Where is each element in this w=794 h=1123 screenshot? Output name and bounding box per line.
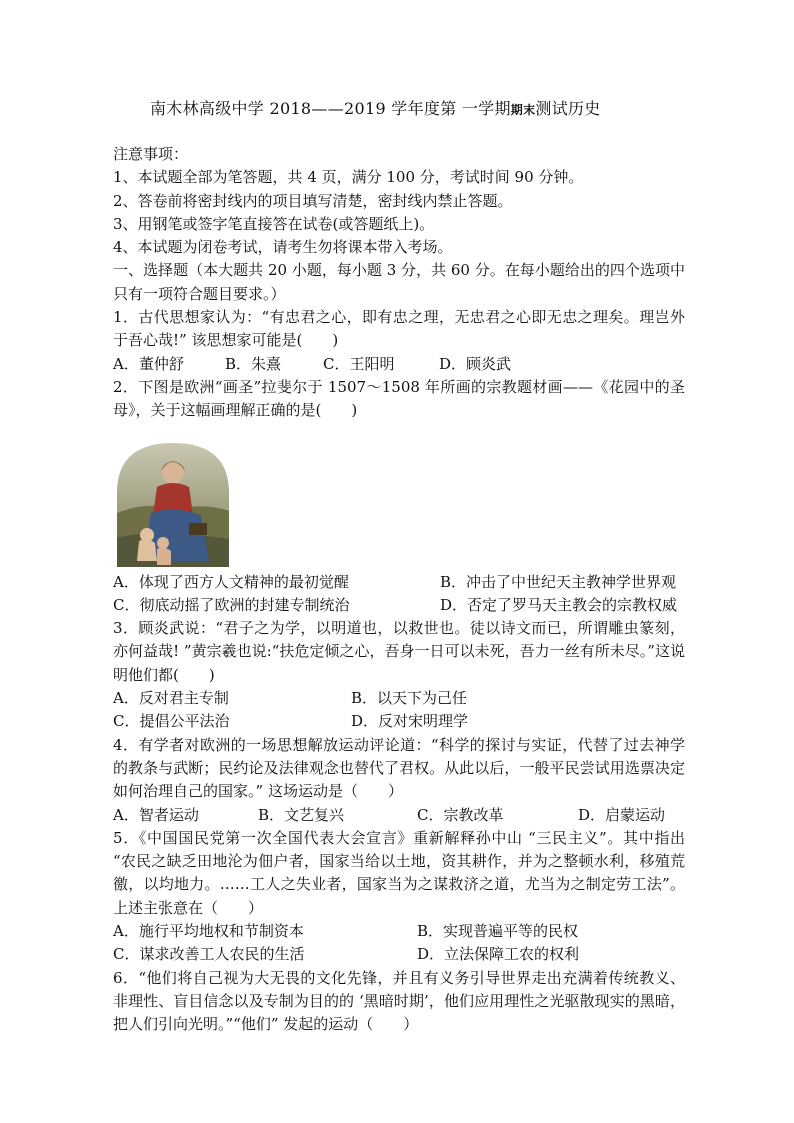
title-tail: 测试历史 [535, 99, 601, 118]
question-5-options-row1 [113, 920, 685, 943]
painting-image [117, 443, 229, 567]
option-c[interactable]: C．提倡公平法治 [113, 712, 230, 731]
question-3-options-row1 [113, 687, 685, 710]
option-c[interactable]: C．王阳明 [323, 354, 395, 373]
option-a[interactable]: A．施行平均地权和节制资本 [113, 922, 304, 941]
note-item: 3、用钢笔或签字笔直接答在试卷(或答题纸上)。 [113, 214, 435, 233]
option-b[interactable]: B．以天下为己任 [351, 689, 468, 708]
option-d[interactable]: D．立法保障工农的权利 [417, 945, 580, 964]
question-6-stem: 6．“他们将自己视为大无畏的文化先锋，并且有义务引导世界走出充满着传统教义、非理性、盲目信念以及专制为目的的 ‘黑暗时期’，他们应用理性之光驱散现实的黑暗，把人们引向光明。”“他们” 发起的运动（ ） [113, 968, 685, 1034]
notes-heading: 注意事项： [113, 145, 189, 163]
option-c[interactable]: C．谋求改善工人农民的生活 [113, 945, 305, 964]
option-b[interactable]: B．冲击了中世纪天主教神学世界观 [440, 572, 677, 591]
option-a[interactable]: A．体现了西方人文精神的最初觉醒 [113, 572, 349, 591]
option-d[interactable]: D．否定了罗马天主教会的宗教权威 [440, 595, 678, 614]
option-d[interactable]: D．启蒙运动 [578, 805, 666, 824]
question-4-stem: 4．有学者对欧洲的一场思想解放运动评论道：“科学的探讨与实证，代替了过去神学的教条与武断；民约论及法律观念也替代了君权。从此以后，一般平民尝试用选票决定如何治理自己的国家。” 这场运动是（ ） [113, 735, 685, 801]
title-main: 南木林高级中学 2018——2019 学年度第 一学期 [150, 99, 511, 118]
option-b[interactable]: B．文艺复兴 [258, 805, 345, 824]
option-d-wrap [113, 594, 685, 617]
option-c[interactable]: C．宗教改革 [417, 805, 504, 824]
option-c[interactable]: C．彻底动摇了欧洲的封建专制统治 [113, 595, 350, 614]
option-b[interactable]: B．实现普遍平等的民权 [417, 922, 579, 941]
option-d[interactable]: D．反对宋明理学 [351, 712, 469, 731]
option-d[interactable]: D．顾炎武 [439, 354, 512, 373]
question-4-options [113, 804, 685, 827]
note-item: 1、本试题全部为笔答题，共 4 页，满分 100 分，考试时间 90 分钟。 [113, 168, 584, 187]
question-3-options-row2 [113, 710, 685, 733]
exam-content [113, 143, 685, 1037]
question-2-stem: 2．下图是欧洲“画圣”拉斐尔于 1507～1508 年所画的宗教题材画——《花园中的圣母》，关于这幅画理解正确的是( ) [113, 377, 685, 420]
option-b[interactable]: B．朱熹 [225, 354, 282, 373]
painting-container [113, 423, 685, 571]
option-b-wrap [113, 571, 685, 594]
note-item: 4、本试题为闭卷考试，请考生勿将课本带入考场。 [113, 238, 453, 257]
question-5-stem: 5．《中国国民党第一次全国代表大会宣言》重新解释孙中山 “三民主义”。其中指出 “农民之缺乏田地沦为佃户者，国家当给以土地，资其耕作，并为之整顿水利，移殖荒徼，以均地力。……工人之失业者，国家当为之谋救济之道，尤当为之制定劳工法”。上述主张意在（ ） [113, 828, 685, 917]
title-small-text: 期末 [510, 103, 536, 117]
note-item: 2、答卷前将密封线内的项目填写清楚，密封线内禁止答题。 [113, 191, 513, 210]
question-1-stem: 1．古代思想家认为：“有忠君之心，即有忠之理，无忠君之心即无忠之理矣。理岂外于吾心哉!” 该思想家可能是( ) [113, 308, 685, 350]
option-a[interactable]: A．反对君主专制 [113, 689, 229, 708]
section-heading: 一、选择题（本大题共 20 小题，每小题 3 分，共 60 分。在每小题给出的四个选项中只有一项符合题目要求。） [113, 261, 685, 303]
question-1-options [113, 353, 685, 376]
option-a[interactable]: A．董仲舒 [113, 354, 184, 373]
option-a[interactable]: A．智者运动 [113, 805, 199, 824]
page-title [150, 96, 601, 119]
question-3-stem: 3．顾炎武说：“君子之为学，以明道也，以救世也。徒以诗文而已，所谓雕虫篆刻，亦何益哉! ”黄宗羲也说:“扶危定倾之心，吾身一日可以未死，吾力一丝有所未尽。”这说明他们都( ) [113, 619, 685, 684]
question-5-options-row2 [113, 943, 685, 966]
